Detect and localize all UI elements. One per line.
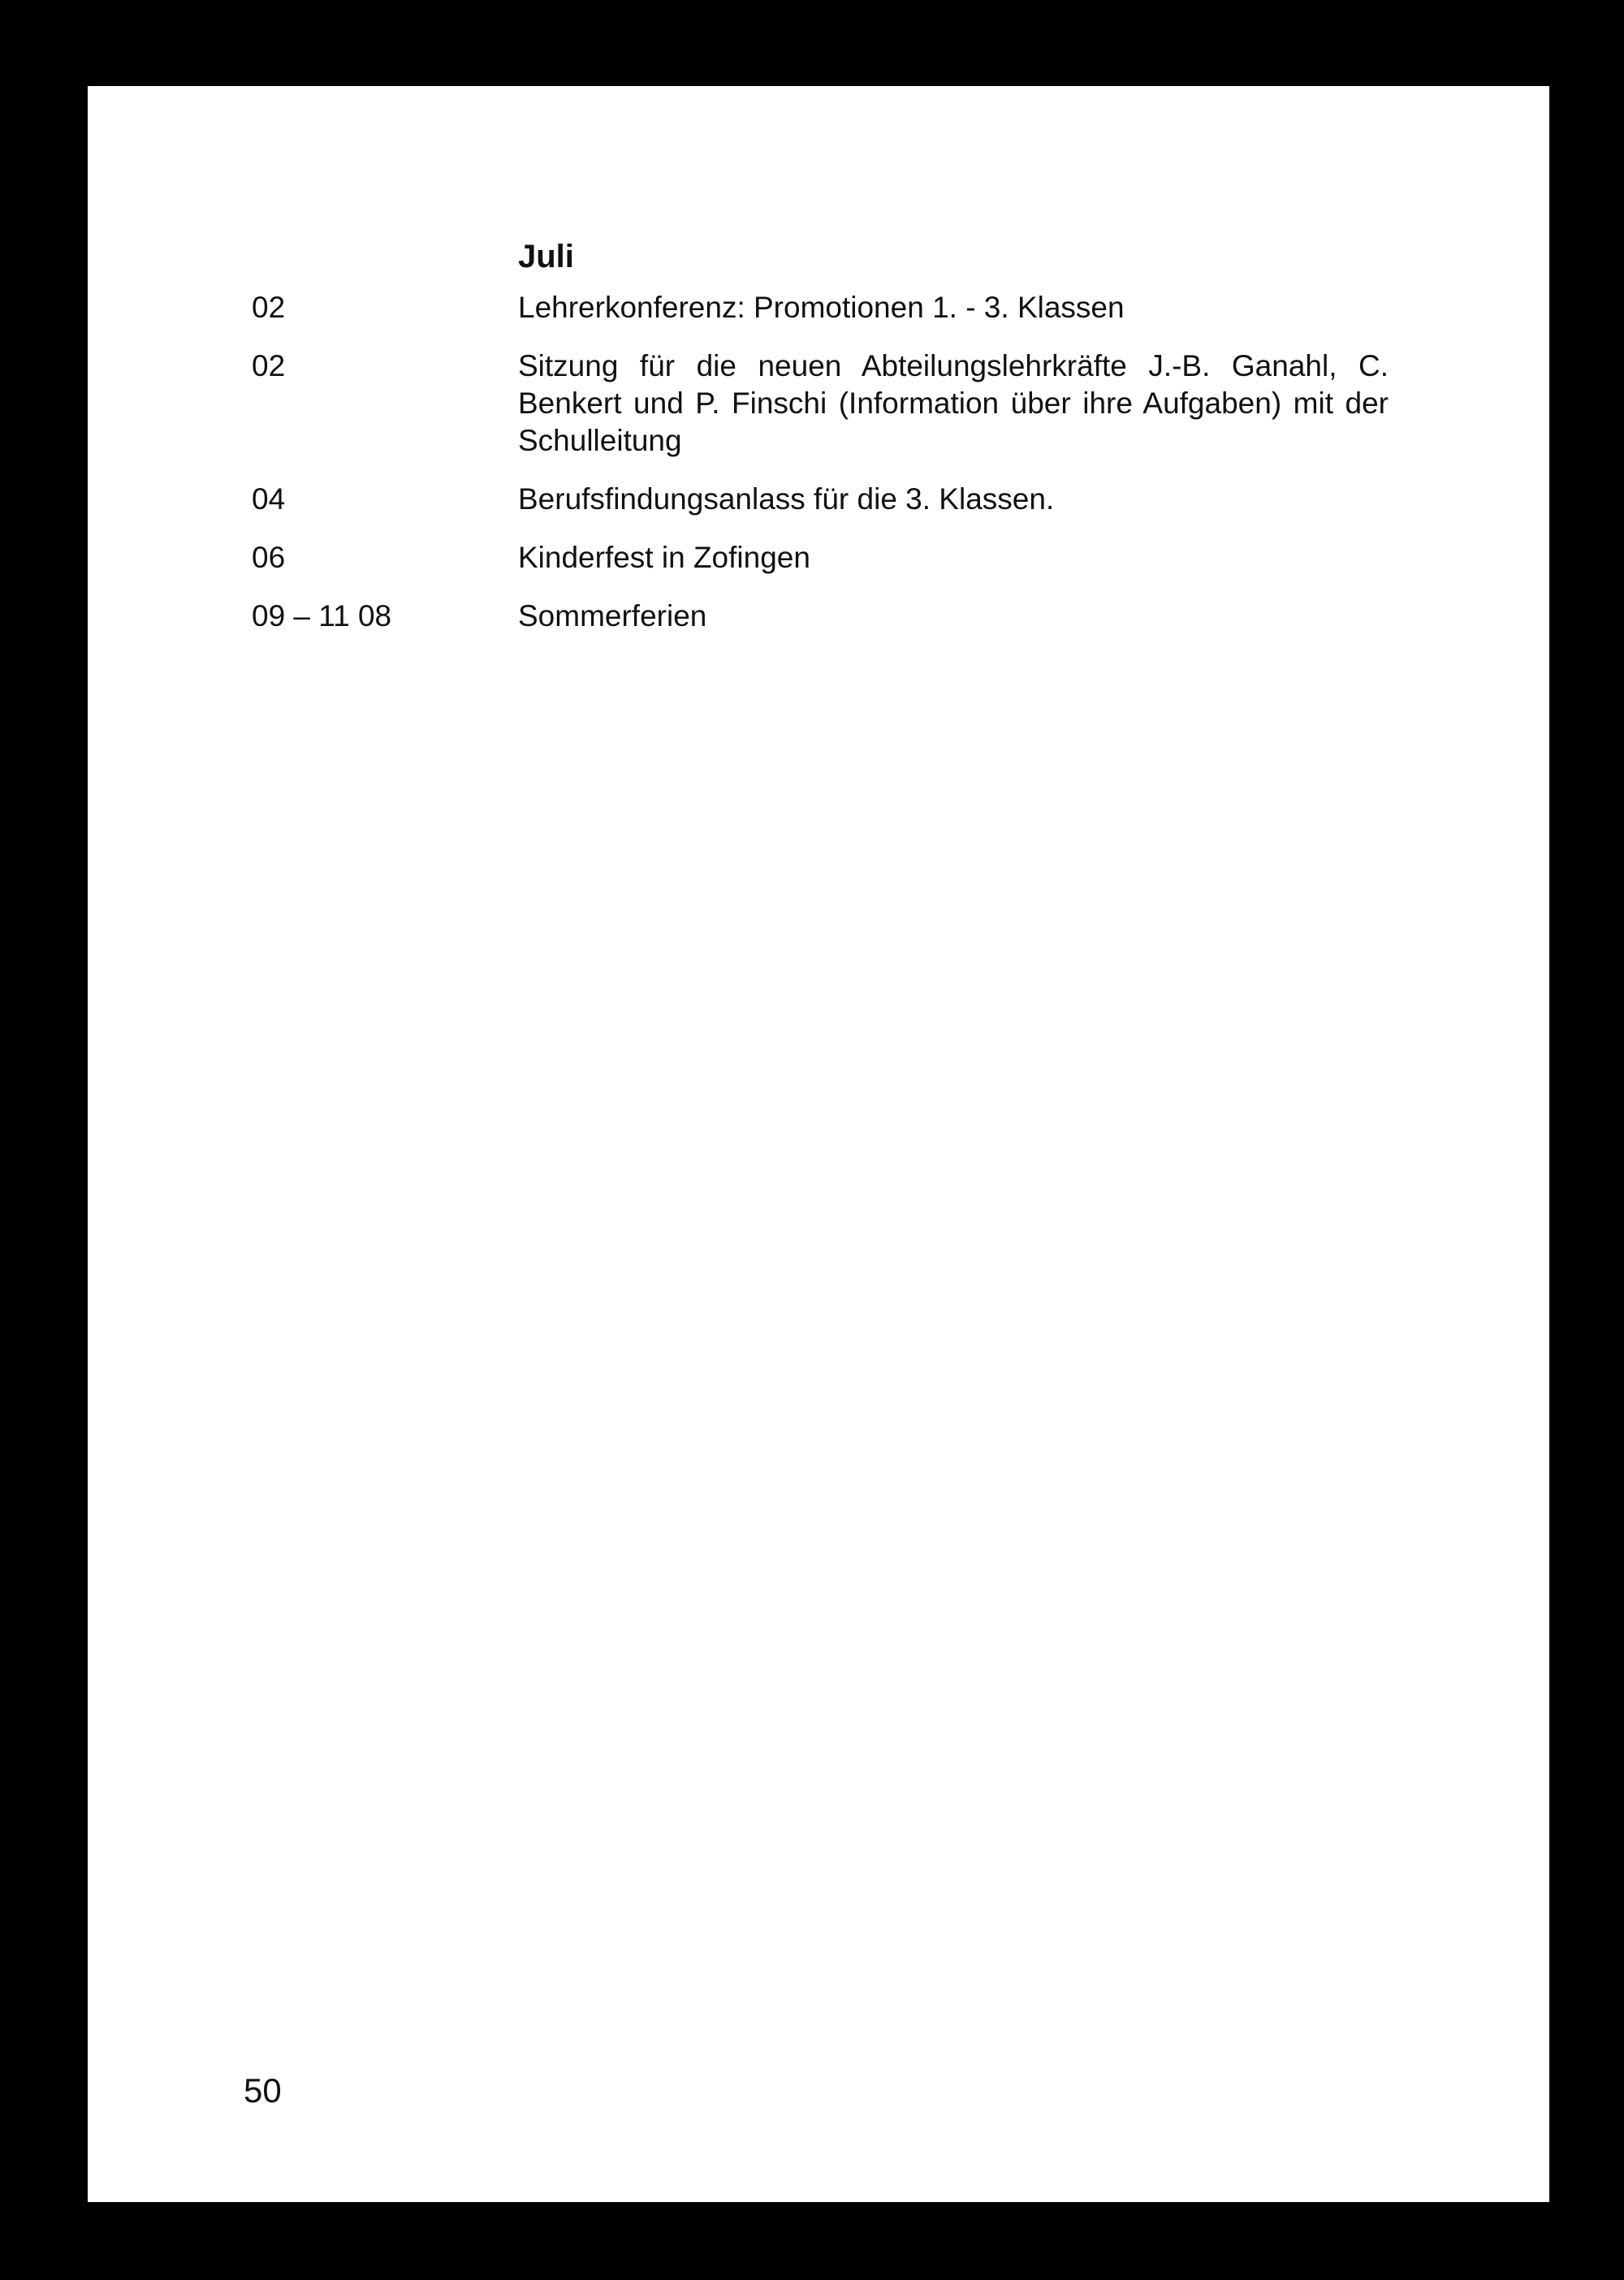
calendar-entry [252,289,1478,326]
document-page [88,86,1549,2202]
entry-date: 04 [252,482,286,516]
entry-date: 02 [252,291,286,324]
entry-date: 06 [252,541,286,574]
entry-date: 09 – 11 08 [252,599,392,633]
entry-text: Sommerferien [518,599,707,633]
calendar-entries [252,289,1478,656]
entry-text: Sitzung für die neuen Abteilungslehrkräfte J.-B. Ganahl, C. Benkert und P. Finschi (Information über ihre Aufgaben) mit der Schulleitung [518,349,1389,457]
entry-text: Berufsfindungsanlass für die 3. Klassen. [518,482,1055,516]
calendar-entry [252,598,1478,635]
calendar-entry [252,481,1478,518]
calendar-entry [252,348,1478,460]
entry-date: 02 [252,349,286,382]
calendar-entry [252,539,1478,576]
page-number: 50 [244,2071,282,2109]
month-heading: Juli [518,239,574,274]
entry-text: Lehrerkonferenz: Promotionen 1. - 3. Klassen [518,291,1125,324]
entry-text: Kinderfest in Zofingen [518,541,810,574]
